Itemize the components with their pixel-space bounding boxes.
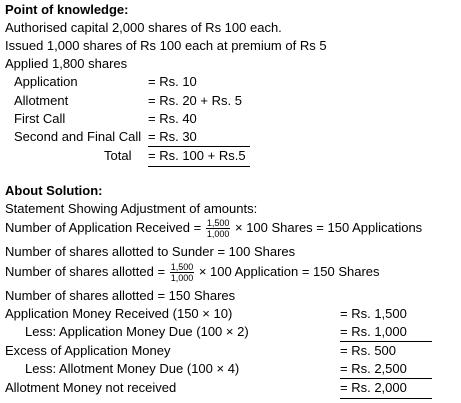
call-value-first-call: = Rs. 40: [148, 111, 197, 126]
total-label: Total: [104, 148, 132, 163]
adjustment-label-not-received: Allotment Money not received: [5, 380, 177, 395]
shares-allotted-suffix: × 100 Application = 150 Shares: [198, 264, 380, 279]
total-bottom-rule: [148, 166, 250, 167]
call-label-final-call: Second and Final Call: [14, 129, 142, 144]
shares-allotted-formula: [5, 259, 380, 285]
call-label-allotment: Allotment: [14, 93, 69, 108]
solution-heading: About Solution:: [5, 183, 103, 198]
knowledge-line-2: Issued 1,000 shares of Rs 100 each at premium of Rs 5: [5, 38, 327, 53]
adjustment-label-app-due: Less: Application Money Due (100 × 2): [25, 324, 249, 339]
adjustment-value-excess: = Rs. 500: [340, 343, 397, 358]
shares-allotted-sunder: Number of shares allotted to Sunder = 100 Shares: [5, 244, 296, 259]
adjustment-value-not-received: = Rs. 2,000: [340, 380, 407, 395]
adjustment-label-excess: Excess of Application Money: [5, 343, 171, 358]
shares-allotted-result: Number of shares allotted = 150 Shares: [5, 288, 236, 303]
adjustment-value-app-received: = Rs. 1,500: [340, 306, 407, 321]
fraction-numerator: 1,500: [206, 218, 230, 229]
application-received-suffix: × 100 Shares = 150 Applications: [234, 220, 423, 235]
fraction-denominator: 1,000: [170, 273, 194, 284]
call-label-first-call: First Call: [14, 111, 66, 126]
application-received-fraction: [206, 218, 231, 239]
fraction-numerator: 1,500: [170, 262, 194, 273]
adjustment-label-allotment-due: Less: Allotment Money Due (100 × 4): [25, 361, 240, 376]
adjustment-value-allotment-due: = Rs. 2,500: [340, 361, 407, 376]
call-value-application: = Rs. 10: [148, 74, 197, 89]
call-value-final-call: = Rs. 30: [148, 129, 197, 144]
knowledge-line-1: Authorised capital 2,000 shares of Rs 100 each.: [5, 20, 282, 35]
call-label-application: Application: [14, 74, 78, 89]
adjustment-label-app-received: Application Money Received (150 × 10): [5, 306, 233, 321]
application-received-formula: [5, 215, 422, 241]
fraction-denominator: 1,000: [206, 229, 230, 240]
total-value: = Rs. 100 + Rs.5: [148, 148, 246, 163]
knowledge-heading: Point of knowledge:: [5, 2, 129, 17]
knowledge-line-3: Applied 1,800 shares: [5, 56, 128, 71]
call-value-allotment: = Rs. 20 + Rs. 5: [148, 93, 242, 108]
adjustment-rule-3: [340, 398, 432, 399]
adjustment-value-app-due: = Rs. 1,000: [340, 324, 407, 339]
shares-allotted-fraction: [170, 262, 195, 283]
application-received-prefix: Number of Application Received =: [5, 220, 202, 235]
shares-allotted-prefix: Number of shares allotted =: [5, 264, 166, 279]
solution-statement: Statement Showing Adjustment of amounts:: [5, 201, 258, 216]
